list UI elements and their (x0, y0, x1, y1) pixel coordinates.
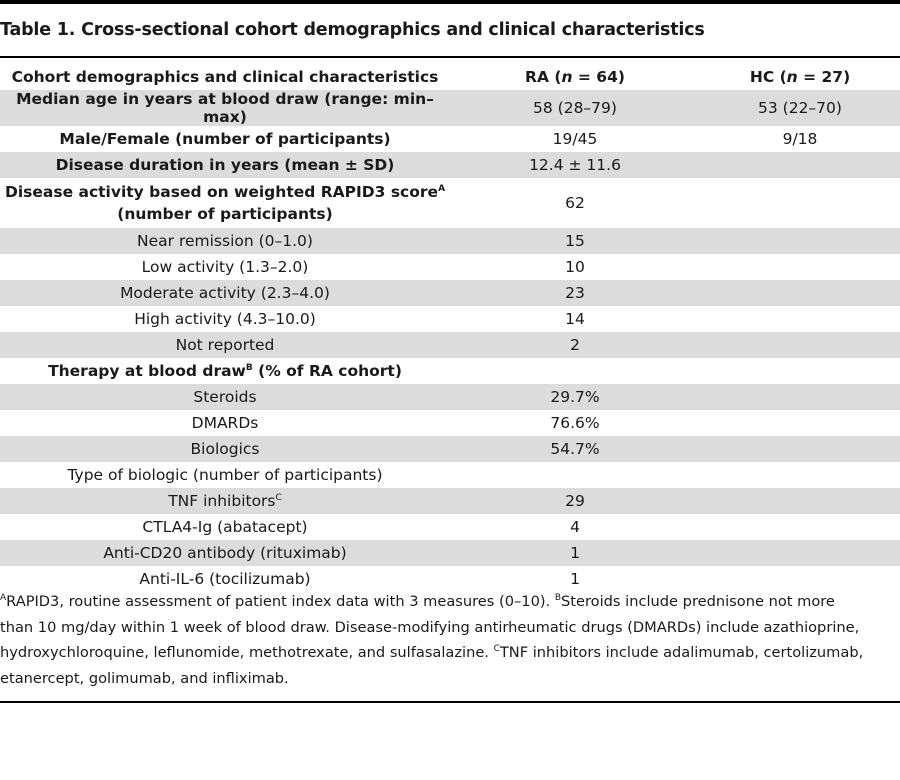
footnote-line: $^A$RAPID3, routine assessment of patient index data with 3 measures (0–10). $^B$Steroids include prednisone not more (0, 593, 835, 610)
row-label: Median age in years at blood draw (range: min–max) (0, 90, 450, 126)
row-hc-value (700, 152, 900, 178)
row-hc-value (700, 540, 900, 566)
footnote-marker: A (0, 593, 7, 604)
footnote-line: than 10 mg/day within 1 week of blood draw. Disease-modifying antirheumatic drugs (DMARDs) include azathioprine, (0, 618, 860, 636)
row-ra-value: 54.7% (450, 436, 700, 462)
header-characteristics: Cohort demographics and clinical characteristics (11, 68, 439, 86)
row-hc-value (700, 358, 900, 384)
table-row (0, 254, 900, 280)
row-label: Low activity (1.3–2.0) (141, 258, 309, 276)
row-label: Disease activity based on weighted RAPID3 score$^A$ (number of participants) (4, 183, 446, 223)
footnote-marker: A (438, 183, 446, 194)
row-hc-value (700, 306, 900, 332)
row-ra-value: 58 (28–79) (450, 90, 700, 126)
row-ra-value: 29.7% (450, 384, 700, 410)
row-label: Near remission (0–1.0) (0, 228, 450, 254)
row-hc-value (700, 228, 900, 254)
row-label: CTLA4-Ig (abatacept) (142, 518, 308, 536)
row-label: Anti-CD20 antibody (rituximab) (0, 540, 450, 566)
row-label: Therapy at blood draw$^B$ (% of RA cohort) (48, 362, 402, 380)
row-ra-value: 12.4 ± 11.6 (450, 152, 700, 178)
top-rule (0, 0, 900, 4)
row-ra-value (450, 358, 700, 384)
row-label: High activity (4.3–10.0) (134, 310, 316, 328)
header-ra: RA (n = 64) (525, 68, 625, 86)
table-row (0, 384, 900, 410)
row-ra-value: 62 (565, 194, 585, 212)
footnote-line: etanercept, golimumab, and infliximab. (0, 669, 289, 687)
footnote-marker: C (493, 644, 500, 655)
table-header-row (0, 64, 900, 90)
row-hc-value (700, 488, 900, 514)
row-hc-value: 9/18 (782, 130, 818, 148)
row-hc-value (700, 384, 900, 410)
row-ra-value: 29 (450, 488, 700, 514)
row-hc-value (700, 436, 900, 462)
row-ra-value: 19/45 (552, 130, 598, 148)
table-row (0, 540, 900, 566)
row-label: Anti-IL-6 (tocilizumab) (139, 570, 311, 588)
table-row (0, 410, 900, 436)
table-row (0, 488, 900, 514)
row-label: TNF inhibitors$^C$ (0, 488, 450, 514)
row-hc-value (700, 410, 900, 436)
table-title: Table 1. Cross-sectional cohort demographics and clinical characteristics (0, 20, 705, 40)
row-label: Steroids (0, 384, 450, 410)
table-row (0, 178, 900, 228)
table-row (0, 280, 900, 306)
row-ra-value: 15 (450, 228, 700, 254)
bottom-rule (0, 701, 900, 703)
row-ra-value: 2 (450, 332, 700, 358)
row-hc-value (700, 462, 900, 488)
table-row (0, 358, 900, 384)
header-hc: HC (n = 27) (749, 68, 851, 86)
table-row (0, 126, 900, 152)
row-label: Moderate activity (2.3–4.0) (0, 280, 450, 306)
footnote-marker: C (275, 492, 282, 503)
footnote-line: hydroxychloroquine, leflunomide, methotrexate, and sulfasalazine. $^C$TNF inhibitors include adalimumab, certolizumab, (0, 644, 864, 661)
row-ra-value: 76.6% (550, 414, 600, 432)
row-hc-value (700, 178, 900, 228)
row-ra-value: 23 (450, 280, 700, 306)
row-label: Male/Female (number of participants) (59, 130, 391, 148)
footnote-marker: B (554, 593, 562, 604)
row-label: Biologics (0, 436, 450, 462)
table-row (0, 152, 900, 178)
row-label: Disease duration in years (mean ± SD) (0, 152, 450, 178)
cohort-table (0, 64, 900, 592)
table-row (0, 332, 900, 358)
table-footnotes (0, 589, 900, 691)
row-ra-value: 14 (565, 310, 585, 328)
table-row (0, 436, 900, 462)
title-rule (0, 56, 900, 58)
table-row (0, 90, 900, 126)
row-ra-value: 1 (570, 570, 580, 588)
row-label: Not reported (0, 332, 450, 358)
row-hc-value: 53 (22–70) (700, 90, 900, 126)
table-row (0, 306, 900, 332)
row-hc-value (700, 254, 900, 280)
row-ra-value: 1 (450, 540, 700, 566)
row-ra-value (450, 462, 700, 488)
footnote-marker: B (245, 362, 253, 373)
table-row (0, 514, 900, 540)
table-row (0, 228, 900, 254)
row-hc-value (700, 332, 900, 358)
row-label: Type of biologic (number of participants) (67, 466, 383, 484)
row-label: DMARDs (191, 414, 259, 432)
row-hc-value (700, 514, 900, 540)
table-row (0, 462, 900, 488)
row-ra-value: 10 (565, 258, 585, 276)
row-hc-value (700, 280, 900, 306)
row-ra-value: 4 (570, 518, 580, 536)
